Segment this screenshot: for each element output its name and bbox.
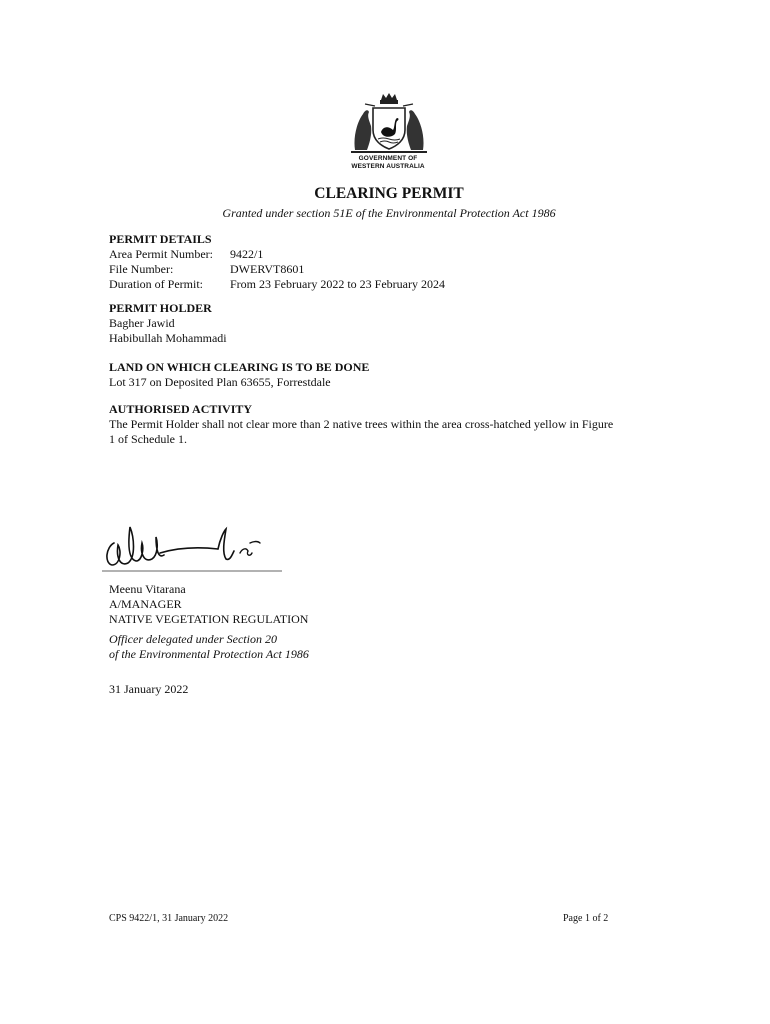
signatory-block xyxy=(109,582,308,627)
wa-coat-of-arms-icon xyxy=(345,92,433,154)
detail-value: 9422/1 xyxy=(230,247,264,261)
detail-label: Duration of Permit: xyxy=(109,277,203,291)
land-section xyxy=(109,360,689,390)
holder-name: Habibullah Mohammadi xyxy=(109,331,227,345)
permit-holder-heading: PERMIT HOLDER xyxy=(109,301,212,315)
footer-reference: CPS 9422/1, 31 January 2022 xyxy=(109,913,229,924)
activity-line: The Permit Holder shall not clear more than 2 native trees within the area cross-hatched yellow in Figure xyxy=(109,417,614,431)
signatory-name: Meenu Vitarana xyxy=(109,582,186,596)
activity-heading: AUTHORISED ACTIVITY xyxy=(109,402,253,416)
crest-caption xyxy=(329,155,447,170)
activity-line: 1 of Schedule 1. xyxy=(109,432,187,446)
handwritten-signature-icon xyxy=(100,513,290,577)
permit-details-section xyxy=(109,232,689,292)
document-title: CLEARING PERMIT xyxy=(314,185,464,202)
delegation-line: of the Environmental Protection Act 1986 xyxy=(109,647,309,661)
activity-section xyxy=(109,402,699,447)
permit-details-heading: PERMIT DETAILS xyxy=(109,232,212,246)
detail-row xyxy=(109,247,689,262)
detail-value: DWERVT8601 xyxy=(230,262,305,276)
detail-row xyxy=(109,277,689,292)
detail-row xyxy=(109,262,689,277)
delegation-note xyxy=(109,632,309,662)
signatory-position: A/MANAGER xyxy=(109,597,182,611)
crest-caption-line2: WESTERN AUSTRALIA xyxy=(351,162,425,170)
detail-label: File Number: xyxy=(109,262,174,276)
land-description: Lot 317 on Deposited Plan 63655, Forrestdale xyxy=(109,375,331,389)
issue-date: 31 January 2022 xyxy=(109,682,189,696)
signatory-unit: NATIVE VEGETATION REGULATION xyxy=(109,612,309,626)
page-number: Page 1 of 2 xyxy=(563,913,609,924)
crest-caption-line1: GOVERNMENT OF xyxy=(358,155,418,162)
detail-value: From 23 February 2022 to 23 February 2024 xyxy=(230,277,445,291)
detail-label: Area Permit Number: xyxy=(109,247,213,261)
land-heading: LAND ON WHICH CLEARING IS TO BE DONE xyxy=(109,360,370,374)
permit-holder-section xyxy=(109,301,689,346)
holder-name: Bagher Jawid xyxy=(109,316,175,330)
document-subtitle: Granted under section 51E of the Environmental Protection Act 1986 xyxy=(222,206,556,220)
delegation-line: Officer delegated under Section 20 xyxy=(109,632,277,646)
